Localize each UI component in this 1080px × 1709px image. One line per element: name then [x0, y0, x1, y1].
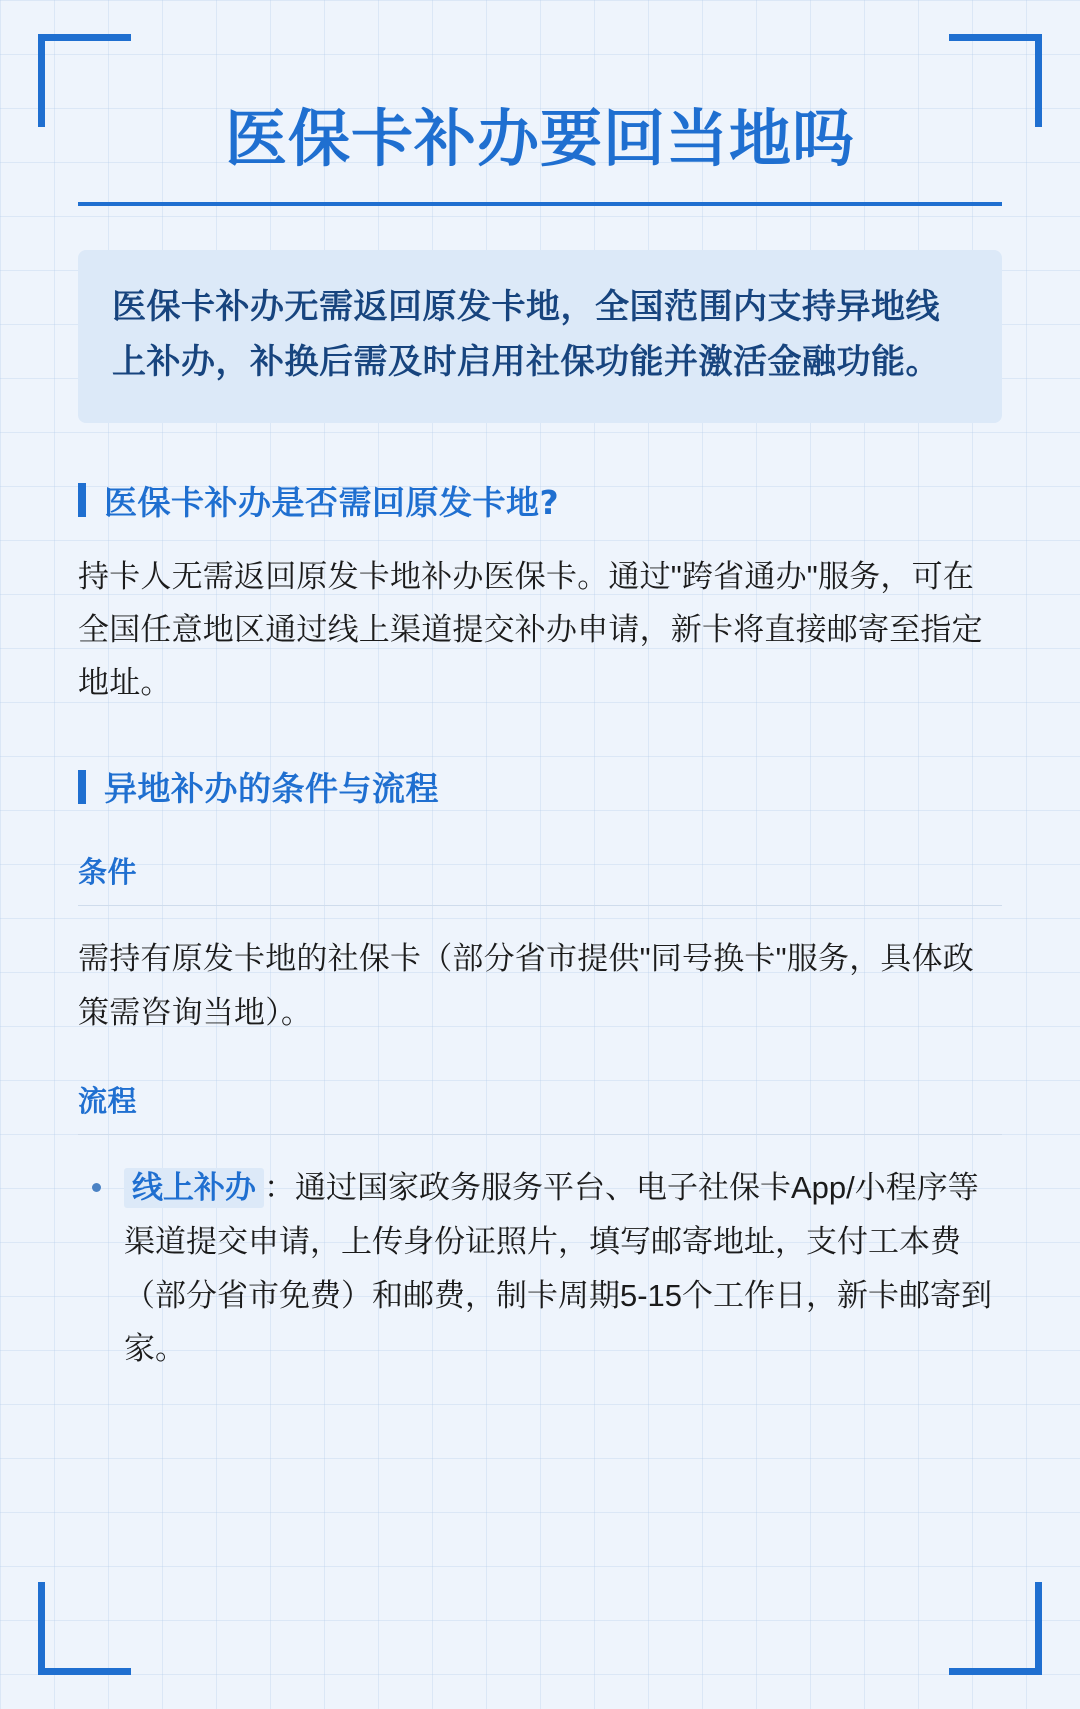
- process-item-text: ：通过国家政务服务平台、电子社保卡App/小程序等渠道提交申请，上传身份证照片，填写邮寄地址，支付工本费（部分省市免费）和邮费，制卡周期5-15个工作日，新卡邮寄到家。: [124, 1170, 993, 1367]
- list-item: [78, 1161, 1002, 1375]
- subheading-process: 流程: [78, 1079, 1002, 1135]
- content-area: [78, 96, 1002, 1375]
- section-1-paragraph: 持卡人无需返回原发卡地补办医保卡。通过"跨省通办"服务，可在全国任意地区通过线上渠道提交补办申请，新卡将直接邮寄至指定地址。: [78, 558, 983, 701]
- process-item-tag: 线上补办: [124, 1168, 264, 1208]
- heading-accent-bar-icon: [78, 483, 86, 517]
- process-list: [78, 1161, 1002, 1375]
- corner-bracket-bottom-right: [949, 1582, 1042, 1675]
- section-heading-2-label: 异地补办的条件与流程: [104, 769, 439, 809]
- section-return-to-origin: [78, 477, 1002, 710]
- conditions-paragraph: 需持有原发卡地的社保卡（部分省市提供"同号换卡"服务，具体政策需咨询当地）。: [78, 941, 975, 1030]
- section-heading-1: [78, 477, 1002, 524]
- section-heading-2: [78, 763, 1002, 810]
- summary-box: 医保卡补办无需返回原发卡地，全国范围内支持异地线上补办，补换后需及时启用社保功能并激活金融功能。: [78, 250, 1002, 422]
- page-title: 医保卡补办要回当地吗: [224, 102, 855, 175]
- title-divider: [78, 202, 1002, 206]
- corner-bracket-bottom-left: [38, 1582, 131, 1675]
- section-heading-1-label: 医保卡补办是否需回原发卡地?: [104, 482, 560, 522]
- heading-accent-bar-icon: [78, 770, 86, 804]
- subheading-conditions: 条件: [78, 850, 1002, 906]
- section-conditions-and-process: [78, 763, 1002, 1375]
